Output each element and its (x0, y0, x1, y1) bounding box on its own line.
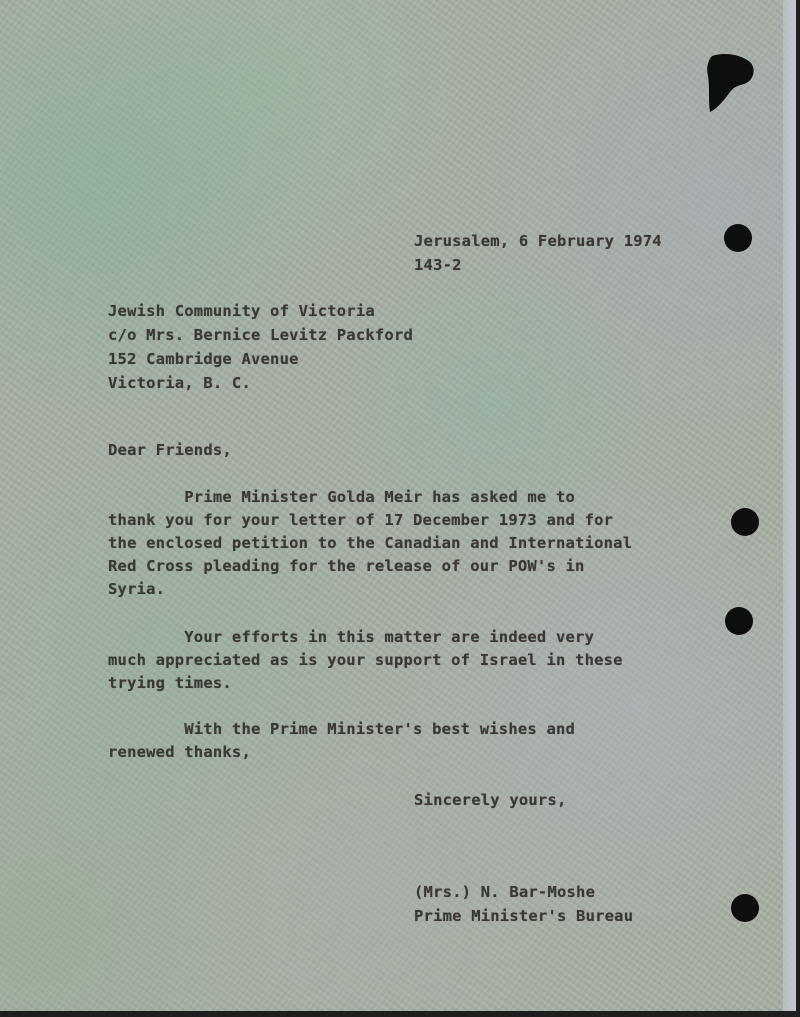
body-line: With the Prime Minister's best wishes and (108, 720, 576, 738)
recipient-line: 152 Cambridge Avenue (108, 350, 299, 368)
body-line: renewed thanks, (108, 743, 251, 761)
reference-number: 143-2 (414, 256, 462, 274)
body-line: Your efforts in this matter are indeed very (108, 628, 595, 646)
punch-hole (731, 894, 759, 922)
body-line: trying times. (108, 674, 232, 692)
salutation: Dear Friends, (108, 441, 232, 459)
body-line: the enclosed petition to the Canadian and International (108, 534, 633, 552)
punched-tear-mark (706, 52, 756, 114)
punch-hole (725, 607, 753, 635)
body-line: Prime Minister Golda Meir has asked me to (108, 488, 576, 506)
body-line: thank you for your letter of 17 December 1973 and for (108, 511, 614, 529)
recipient-line: Victoria, B. C. (108, 374, 251, 392)
signatory-name: (Mrs.) N. Bar-Moshe (414, 883, 596, 901)
recipient-line: c/o Mrs. Bernice Levitz Packford (108, 326, 414, 344)
body-line: Syria. (108, 580, 166, 598)
punch-hole (724, 224, 752, 252)
closing: Sincerely yours, (414, 791, 567, 809)
place-date: Jerusalem, 6 February 1974 (414, 232, 662, 250)
recipient-line: Jewish Community of Victoria (108, 302, 375, 320)
punch-hole (731, 508, 759, 536)
page-edge-strip (783, 0, 796, 1011)
body-line: much appreciated as is your support of Israel in these (108, 651, 623, 669)
signatory-title: Prime Minister's Bureau (414, 907, 634, 925)
body-line: Red Cross pleading for the release of our POW's in (108, 557, 585, 575)
